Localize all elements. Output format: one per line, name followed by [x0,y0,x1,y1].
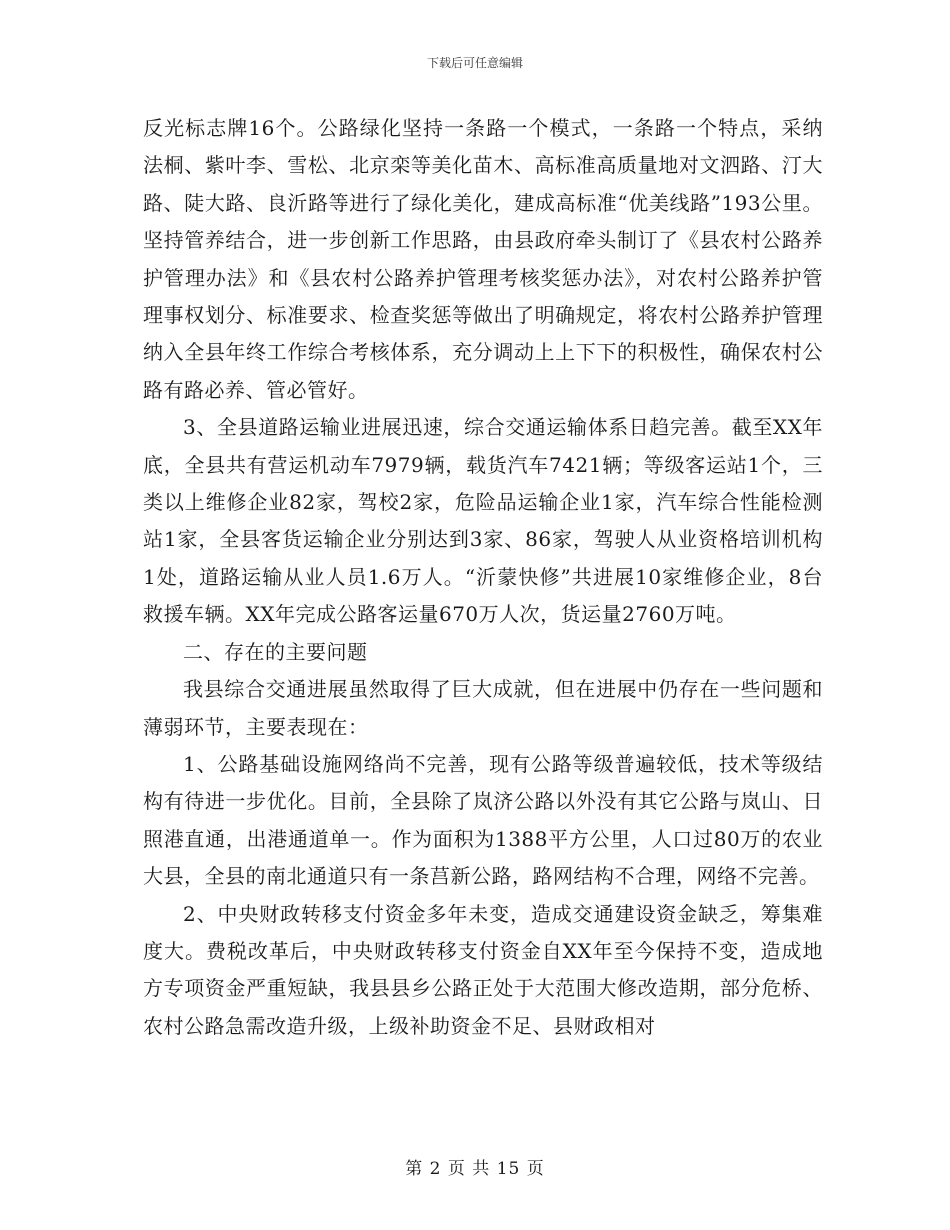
paragraph-infrastructure-problem: 1、公路基础设施网络尚不完善，现有公路等级普遍较低，技术等级结构有待进一步优化。目前，全县除了岚济公路以外没有其它公路与岚山、日照港直通，出港通道单一。作为面积为1388平方公里，人口过80万的农业大县，全县的南北通道只有一条莒新公路，路网结构不合理，网络不完善。 [143,751,823,889]
paragraph-problems-intro: 我县综合交通进展虽然取得了巨大成就，但在进展中仍存在一些问题和薄弱环节，主要表现在： [143,677,823,739]
paragraph-funding-problem: 2、中央财政转移支付资金多年未变，造成交通建设资金缺乏，筹集难度大。费税改革后，中央财政转移支付资金自XX年至今保持不变，造成地方专项资金严重短缺，我县县乡公路正处于大范围大修改造期，部分危桥、农村公路急需改造升级，上级补助资金不足、县财政相对 [143,901,823,1038]
document-body [143,110,823,1045]
page-header: 下载后可任意编辑 [426,56,523,70]
paragraph-road-transport: 3、全县道路运输业进展迅速，综合交通运输体系日趋完善。截至XX年底，全县共有营运机动车7979辆，载货汽车7421辆；等级客运站1个，三类以上维修企业82家，驾校2家，危险品运输企业1家，汽车综合性能检测站1家，全县客货运输企业分别达到3家、86家，驾驶人从业资格培训机构1处，道路运输从业人员1.6万人。“沂蒙快修”共进展10家维修企业，8台救援车辆。XX年完成公路客运量670万人次，货运量2760万吨。 [143,415,823,627]
section-heading-main-problems: 二、存在的主要问题 [183,639,368,664]
paragraph-greening-maintenance: 反光标志牌16个。公路绿化坚持一条路一个模式，一条路一个特点，采纳法桐、紫叶李、雪松、北京栾等美化苗木、高标准高质量地对文泗路、汀大路、陡大路、良沂路等进行了绿化美化，建成高标准“优美线路”193公里。坚持管养结合，进一步创新工作思路，由县政府牵头制订了《县农村公路养护管理办法》和《县农村公路养护管理考核奖惩办法》，对农村公路养护管理事权划分、标准要求、检查奖惩等做出了明确规定，将农村公路养护管理纳入全县年终工作综合考核体系，充分调动上上下下的积极性，确保农村公路有路必养、管必管好。 [143,116,823,402]
page-number-footer: 第 2 页 共 15 页 [405,1159,545,1179]
